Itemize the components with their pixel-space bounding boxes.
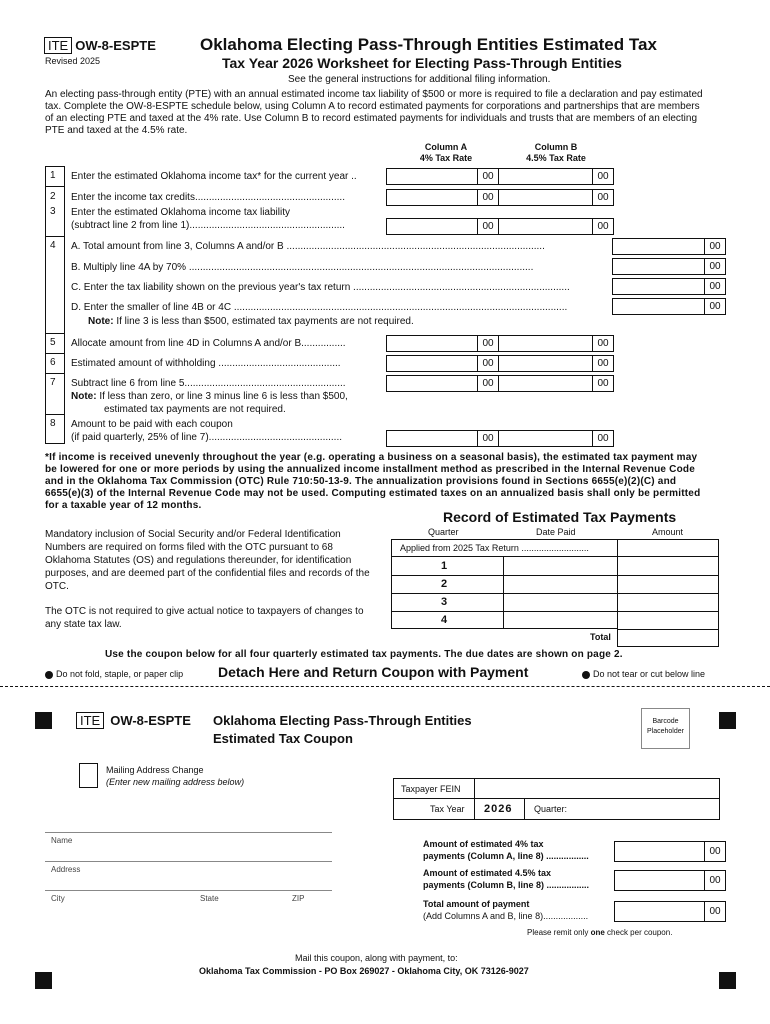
address-line[interactable] [45,861,332,862]
line-8-col-b-input[interactable]: 00 [498,430,614,447]
line-2-number: 2 [50,191,56,202]
registration-mark-br [719,972,736,989]
line-7-note-cont: estimated tax payments are not required. [104,404,286,415]
total-payment-label: Total amount of payment (Add Columns A and B, line 8).................. [423,899,589,921]
line-3-label: Enter the estimated Oklahoma income tax liability (subtract line 2 from line 1)........................................................ [71,207,345,231]
line-8-label: Amount to be paid with each coupon (if paid quarterly, 25% of line 7)................................................ [71,419,343,443]
record-title: Record of Estimated Tax Payments [443,509,677,525]
line-5-col-a-input[interactable]: 00 [386,335,499,352]
total-payment-input[interactable]: 00 [614,901,726,922]
mail-instructions: Mail this coupon, along with payment, to: [295,953,458,963]
mailing-change-label: Mailing Address Change (Enter new mailing address below) [106,765,245,787]
tax-year-value: 2026 [484,803,513,815]
do-not-fold-note: Do not fold, staple, or paper clip [45,669,183,679]
line-4c-label: C. Enter the tax liability shown on the previous year's tax return .............................................................................. [71,282,570,293]
line-1-number: 1 [50,170,56,181]
record-col-quarter: Quarter [428,527,459,537]
fein-field[interactable]: Taxpayer FEIN [393,778,720,799]
quarter-label: Quarter: [534,804,568,814]
line-7-label: Subtract line 6 from line 5.......................................................... [71,378,346,389]
line-6-col-b-input[interactable]: 00 [498,355,614,372]
record-total-label: Total [590,632,611,642]
line-6-number: 6 [50,357,56,368]
mandatory-ssn-notice: Mandatory inclusion of Social Security and/or Federal Identification Numbers are required on forms filed with the OTC pursuant to 68 Oklahoma Statutes (OS) and regulations thereunder, for identification purposes, and are deemed part of the confidential files and records of the OTC. [45,529,370,592]
record-applied-row: Applied from 2025 Tax Return ........................... [391,539,618,557]
zip-label: ZIP [292,894,305,903]
line-7-col-b-input[interactable]: 00 [498,375,614,392]
detach-line [0,686,770,687]
line-4d-input[interactable]: 00 [612,298,726,315]
line-7-number: 7 [50,377,56,388]
line-3-col-b-input[interactable]: 00 [498,218,614,235]
mail-address: Oklahoma Tax Commission - PO Box 269027 - Oklahoma City, OK 73126-9027 [199,966,529,976]
address-label: Address [51,865,81,874]
detach-instructions: Detach Here and Return Coupon with Payment [218,664,529,680]
bullet-icon [582,671,590,679]
barcode-placeholder: Barcode Placeholder [641,708,690,749]
remit-note: Please remit only one check per coupon. [527,928,673,937]
page-title: Oklahoma Electing Pass-Through Entities Estimated Tax [200,35,657,54]
line-2-label: Enter the income tax credits...................................................... [71,192,345,203]
form-name: OW-8-ESPTE [75,38,156,53]
name-line[interactable] [45,832,332,833]
tax-year-row: Tax Year 2026 Quarter: [393,798,720,820]
line-4c-input[interactable]: 00 [612,278,726,295]
line-3-col-a-input[interactable]: 00 [386,218,499,235]
line-5-number: 5 [50,337,56,348]
line-5-label: Allocate amount from line 4D in Columns A and/or B................ [71,338,346,349]
ite-label: ITE [44,37,72,54]
line-1-col-a-input[interactable]: 00 [386,168,499,185]
otc-notice: The OTC is not required to give actual notice to taxpayers of changes to any state tax law. [45,606,364,630]
record-col-date: Date Paid [536,527,576,537]
line-4d-label: D. Enter the smaller of line 4B or 4C ........................................................................................................................ [71,302,568,313]
bullet-icon [45,671,53,679]
line-6-label: Estimated amount of withholding ............................................ [71,358,341,369]
amount-4pct-label: Amount of estimated 4% tax payments (Column A, line 8) ................. [423,839,589,861]
line-3-number: 3 [50,206,56,217]
record-quarter-2: 2 [441,578,448,590]
see-instructions: See the general instructions for additional filing information. [288,74,551,85]
line-4-number: 4 [50,240,56,251]
mailing-change-checkbox[interactable] [79,763,98,788]
revised-date: Revised 2025 [45,56,101,66]
city-state-zip-line[interactable] [45,890,332,891]
record-quarter-1: 1 [441,560,448,572]
coupon-title: Oklahoma Electing Pass-Through Entities Estimated Tax Coupon [213,713,472,746]
record-quarter-4: 4 [441,614,448,626]
name-label: Name [51,836,73,845]
column-b-header: Column B 4.5% Tax Rate [526,142,586,163]
coupon-form-id: ITE OW-8-ESPTE [76,712,191,729]
record-amount-column[interactable] [617,557,719,647]
line-8-col-a-input[interactable]: 00 [386,430,499,447]
line-4a-input[interactable]: 00 [612,238,726,255]
line-2-col-b-input[interactable]: 00 [498,189,614,206]
line-2-col-a-input[interactable]: 00 [386,189,499,206]
line-1-label: Enter the estimated Oklahoma income tax* for the current year .. [71,171,357,182]
annualized-footnote: *If income is received unevenly throughout the year (e.g. operating a business on a seasonal basis), the estimated tax payment may be lowered for one or more periods by using the annualized income installment method as prescribed in the Internal Revenue Code and in the Oklahoma Tax Commission (OTC) Rule 710:50-13-9. The annualization provisions found in Sections 6655(e)(2)(C) and 6655(e)(3) of the Internal Revenue Code may not be used. Computing estimated taxes on an annualized basis shall only be permitted for a taxable year of 12 months. [45,452,701,511]
line-7-col-a-input[interactable]: 00 [386,375,499,392]
page-subtitle: Tax Year 2026 Worksheet for Electing Pass-Through Entities [222,55,622,71]
do-not-tear-note: Do not tear or cut below line [582,669,705,679]
amount-4pct-input[interactable]: 00 [614,841,726,862]
record-quarter-3: 3 [441,596,448,608]
registration-mark-bl [35,972,52,989]
city-label: City [51,894,65,903]
line-4a-label: A. Total amount from line 3, Columns A and/or B ............................................................................................. [71,241,545,252]
registration-mark-tl [35,712,52,729]
registration-mark-tr [719,712,736,729]
record-applied-amount[interactable] [617,539,719,557]
line-6-col-a-input[interactable]: 00 [386,355,499,372]
record-col-amount: Amount [652,527,684,537]
amount-45pct-label: Amount of estimated 4.5% tax payments (Column B, line 8) ................. [423,868,590,890]
column-a-header: Column A 4% Tax Rate [419,142,473,163]
line-8-number: 8 [50,418,56,429]
line-5-col-b-input[interactable]: 00 [498,335,614,352]
line-4-note: Note: If line 3 is less than $500, estimated tax payments are not required. [88,316,414,327]
intro-paragraph: An electing pass-through entity (PTE) with an annual estimated income tax liability of $500 or more is required to file a declaration and pay estimated tax. Complete the OW-8-ESPTE schedule below, using Column A to record estimated payments for corporations and partnerships that are members of an electing PTE and taxed at the 4% rate. Use Column B to record estimated payments for individuals and trusts that are members of an electing PTE and taxed at the 4.5% rate. [45,89,703,136]
line-4b-label: B. Multiply line 4A by 70% ............................................................................................................................ [71,262,534,273]
state-label: State [200,894,219,903]
line-1-col-b-input[interactable]: 00 [498,168,614,185]
line-4b-input[interactable]: 00 [612,258,726,275]
line-7-note: Note: If less than zero, or line 3 minus line 6 is less than $500, [71,391,348,402]
amount-45pct-input[interactable]: 00 [614,870,726,891]
coupon-instructions: Use the coupon below for all four quarterly estimated tax payments. The due dates are shown on page 2. [105,649,623,660]
form-id [44,37,156,54]
